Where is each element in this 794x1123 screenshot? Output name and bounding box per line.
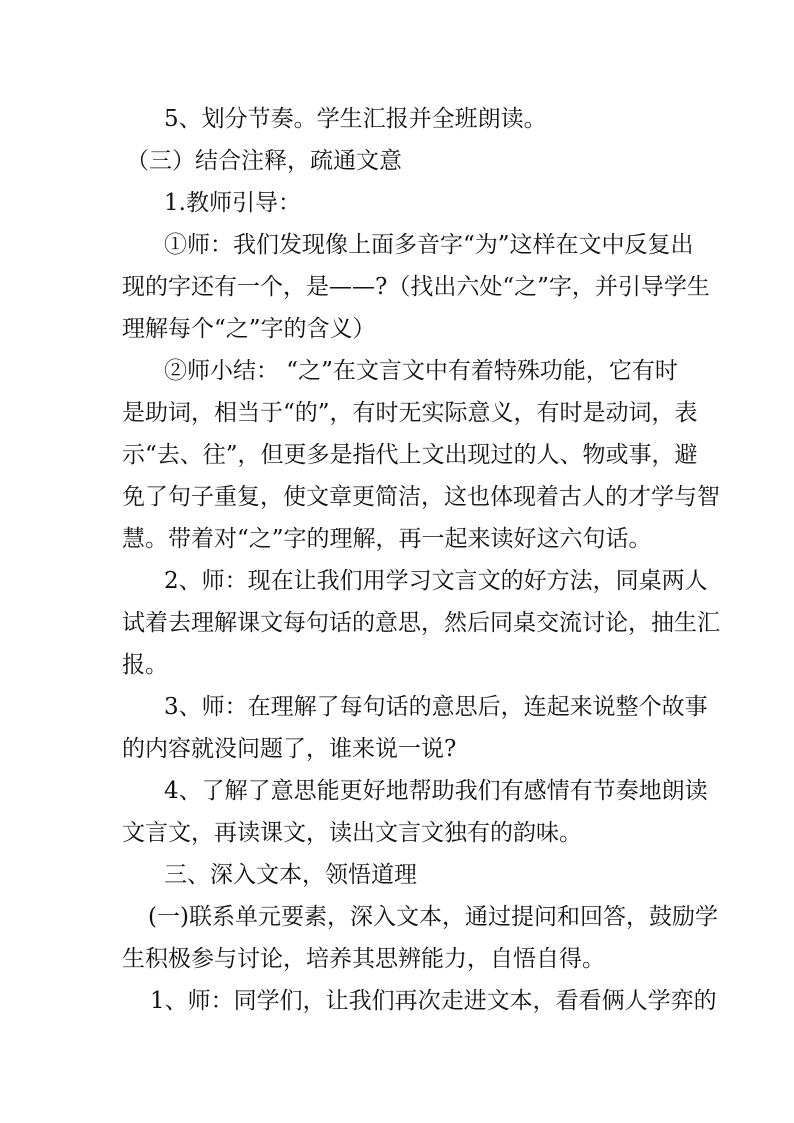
text-line: 现的字还有一个，是——?（找出六处“之”字，并引导学生	[122, 274, 710, 300]
text-line: 报。	[122, 652, 168, 678]
text-line: 5、划分节奏。学生汇报并全班朗读。	[164, 106, 547, 132]
text-line: ①师：我们发现像上面多音字“为”这样在文中反复出	[164, 232, 694, 258]
text-line: (一)联系单元要素，深入文本，通过提问和回答，鼓励学	[148, 904, 718, 930]
text-line: 4、了解了意思能更好地帮助我们有感情有节奏地朗读	[164, 778, 708, 804]
text-line: 生积极参与讨论，培养其思辨能力，自悟自得。	[122, 946, 605, 972]
section-heading: 三、深入文本，领悟道理	[164, 862, 417, 888]
text-line: 1.教师引导：	[164, 190, 301, 216]
text-line: 1、师：同学们，让我们再次走进文本，看看俩人学弈的	[150, 988, 717, 1014]
text-line: 的内容就没问题了，谁来说一说?	[122, 736, 457, 762]
text-line: 3、师：在理解了每句话的意思后，连起来说整个故事	[164, 694, 708, 720]
text-line: 试着去理解课文每句话的意思，然后同桌交流讨论，抽生汇	[122, 610, 720, 636]
text-line: 文言文，再读课文，读出文言文独有的韵味。	[122, 820, 582, 846]
text-line: ②师小结： “之”在文言文中有着特殊功能，它有时	[164, 358, 678, 384]
text-line: 是助词，相当于“的”，有时无实际意义，有时是动词，表	[122, 400, 698, 426]
text-line: 免了句子重复，使文章更简洁，这也体现着古人的才学与智	[122, 484, 720, 510]
text-line: 示“去、往”，但更多是指代上文出现过的人、物或事，避	[122, 442, 698, 468]
text-line: 慧。带着对“之”字的理解，再一起来读好这六句话。	[122, 526, 652, 552]
section-heading: （三）结合注释，疏通文意	[126, 148, 402, 174]
text-line: 理解每个“之”字的含义）	[122, 316, 376, 342]
text-line: 2、师：现在让我们用学习文言文的好方法，同桌两人	[164, 568, 708, 594]
